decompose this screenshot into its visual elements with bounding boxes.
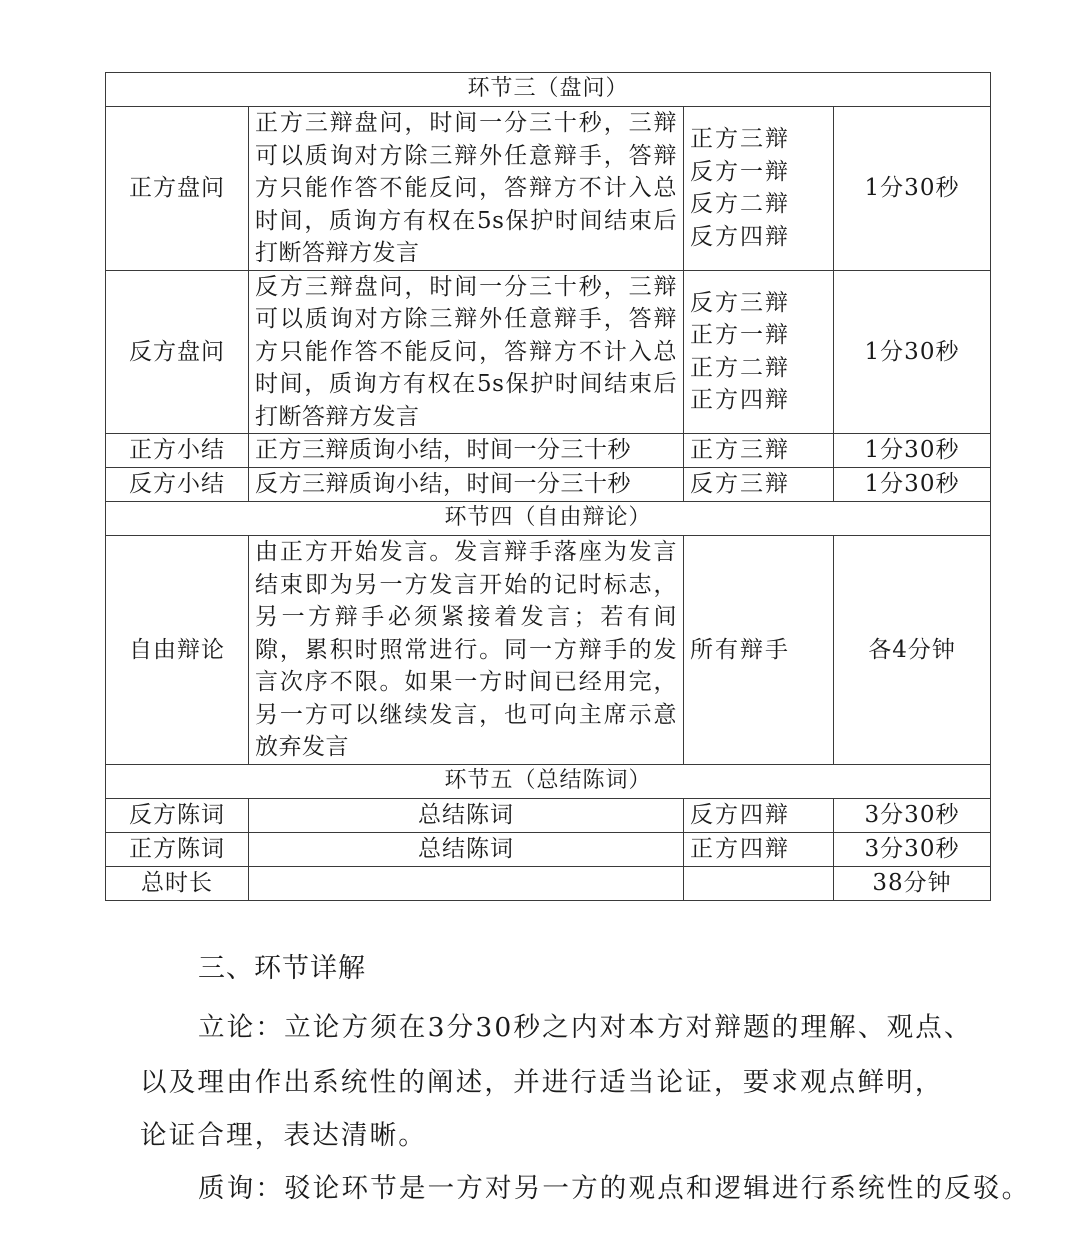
speaker: 正方二辩	[690, 354, 790, 381]
table-row	[106, 832, 991, 866]
time-cell: 1分30秒	[834, 107, 991, 271]
speakers-cell: 反方三辩	[684, 468, 834, 502]
stage-header-row	[106, 73, 991, 107]
speakers-cell: 正方四辩	[684, 832, 834, 866]
stage-3-title: 环节三（盘问）	[106, 73, 991, 107]
total-time-cell: 38分钟	[834, 866, 991, 900]
phase-cell: 正方盘问	[106, 107, 249, 271]
empty-cell	[249, 866, 684, 900]
phase-cell: 反方小结	[106, 468, 249, 502]
description-cell: 总结陈词	[249, 798, 684, 832]
speaker: 反方三辩	[690, 289, 790, 316]
phase-cell: 正方陈词	[106, 832, 249, 866]
phase-cell: 反方陈词	[106, 798, 249, 832]
table-row	[106, 434, 991, 468]
time-cell: 1分30秒	[834, 434, 991, 468]
speakers-cell	[684, 107, 834, 271]
debate-schedule-table	[105, 72, 991, 901]
total-label-cell: 总时长	[106, 866, 249, 900]
speakers-cell: 反方四辩	[684, 798, 834, 832]
table-row	[106, 270, 991, 434]
speaker: 反方四辩	[690, 223, 790, 250]
paragraph-line: 立论：立论方须在3分30秒之内对本方对辩题的理解、观点、	[198, 1012, 973, 1043]
description-cell: 反方三辩质询小结，时间一分三十秒	[249, 468, 684, 502]
paragraph-line: 以及理由作出系统性的阐述，并进行适当论证，要求观点鲜明，	[140, 1067, 944, 1098]
time-cell: 3分30秒	[834, 798, 991, 832]
paragraph-line: 论证合理，表达清晰。	[140, 1120, 427, 1151]
speaker: 正方一辩	[690, 322, 790, 349]
speaker: 反方二辩	[690, 191, 790, 218]
table-row	[106, 536, 991, 765]
speakers-cell: 所有辩手	[684, 536, 834, 765]
time-cell: 3分30秒	[834, 832, 991, 866]
time-cell: 各4分钟	[834, 536, 991, 765]
speaker: 反方一辩	[690, 158, 790, 185]
stage-5-title: 环节五（总结陈词）	[106, 764, 991, 798]
table-row	[106, 468, 991, 502]
speaker: 正方四辩	[690, 387, 790, 414]
speaker: 正方三辩	[690, 126, 790, 153]
description-cell: 反方三辩盘问，时间一分三十秒，三辩可以质询对方除三辩外任意辩手，答辩方只能作答不能反问，答辩方不计入总时间，质询方有权在5s保护时间结束后打断答辩方发言	[249, 270, 684, 434]
description-cell: 由正方开始发言。发言辩手落座为发言结束即为另一方发言开始的记时标志，另一方辩手必须紧接着发言；若有间隙，累积时照常进行。同一方辩手的发言次序不限。如果一方时间已经用完，另一方可以继续发言，也可向主席示意放弃发言	[249, 536, 684, 765]
table-row	[106, 798, 991, 832]
speakers-cell	[684, 270, 834, 434]
stage-4-title: 环节四（自由辩论）	[106, 502, 991, 536]
total-row	[106, 866, 991, 900]
paragraph-line: 质询：驳论环节是一方对另一方的观点和逻辑进行系统性的反驳。	[198, 1173, 1031, 1204]
phase-cell: 反方盘问	[106, 270, 249, 434]
phase-cell: 自由辩论	[106, 536, 249, 765]
description-cell: 正方三辩盘问，时间一分三十秒，三辩可以质询对方除三辩外任意辩手，答辩方只能作答不能反问，答辩方不计入总时间，质询方有权在5s保护时间结束后打断答辩方发言	[249, 107, 684, 271]
time-cell: 1分30秒	[834, 468, 991, 502]
speakers-cell: 正方三辩	[684, 434, 834, 468]
description-cell: 总结陈词	[249, 832, 684, 866]
phase-cell: 正方小结	[106, 434, 249, 468]
stage-header-row	[106, 502, 991, 536]
time-cell: 1分30秒	[834, 270, 991, 434]
empty-cell	[684, 866, 834, 900]
section-heading: 三、环节详解	[198, 953, 366, 984]
description-cell: 正方三辩质询小结，时间一分三十秒	[249, 434, 684, 468]
stage-header-row	[106, 764, 991, 798]
table-row	[106, 107, 991, 271]
